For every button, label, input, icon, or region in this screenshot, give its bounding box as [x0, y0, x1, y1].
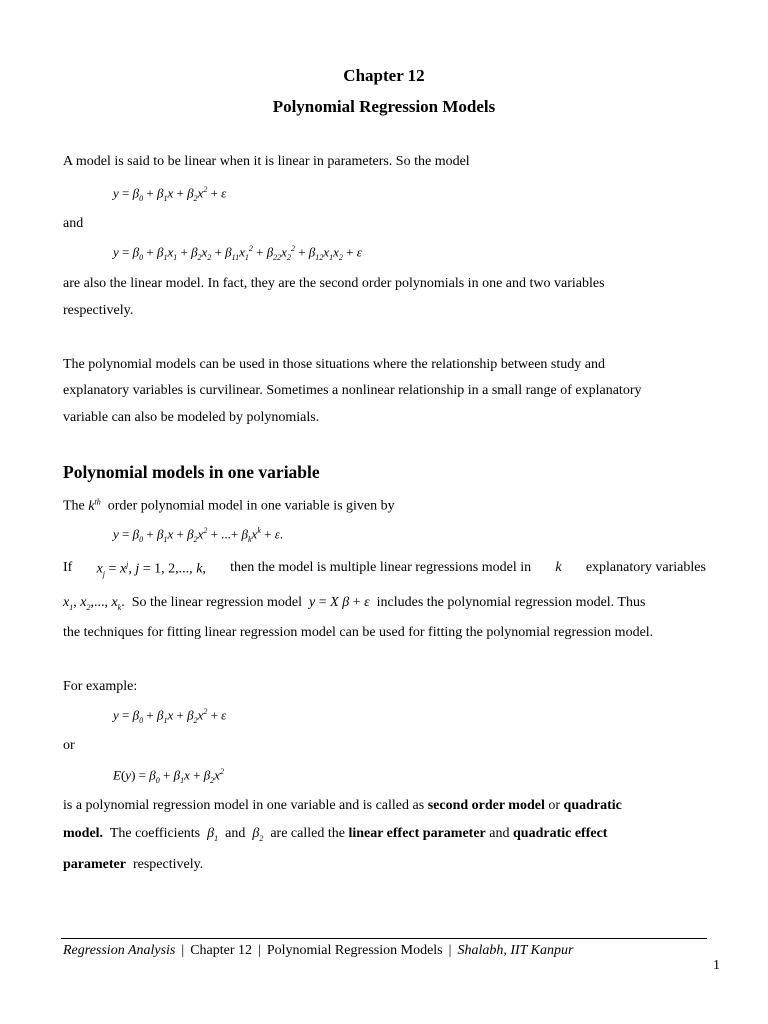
text-fragment: model.	[63, 826, 104, 841]
text-fragment: If	[63, 560, 73, 575]
text-fragment: second order model	[427, 798, 545, 813]
text-fragment: explanatory variables	[585, 560, 706, 575]
page-number: 1	[713, 958, 720, 973]
text-fragment: then the model is multiple linear regressions model in	[230, 560, 532, 575]
text-fragment: quadratic	[563, 798, 622, 813]
equation-quadratic-two-var: $y = \beta_0 + \beta_1x_1 + \beta_2x_2 + \beta_{11}x_1^2 + \beta_{22}x_2^2 + \beta_{12}x_1x_2 + \varepsilon$	[113, 244, 362, 262]
text-fragment: So the linear regression model	[131, 595, 303, 610]
paragraph-respectively	[63, 857, 203, 873]
text-fragment: and	[489, 826, 510, 841]
footer-separator: |	[448, 943, 452, 958]
equation-kth-order: $y = \beta_0 + \beta_1x + \beta_2x^2$ + ...+ $\beta_kx^k + \varepsilon$.	[113, 526, 284, 544]
paragraph-second-order-b: respectively.	[63, 303, 134, 318]
paragraph-linear-model: $x_1$, $x_2$,..., $x_k$. So the linear regression model y = X β + ε includes the polynomial regression model. Thus	[63, 595, 646, 612]
paragraph-for-example: For example:	[63, 679, 138, 694]
text-fragment: are called the	[270, 826, 345, 841]
paragraph-if-xj: If $x_j = x^j$, j = 1, 2,..., k, then the model is multiple linear regressions model in k explanatory variables	[63, 560, 706, 579]
section-heading: Polynomial models in one variable	[63, 462, 320, 482]
page-footer	[63, 943, 573, 959]
text-fragment: and	[225, 826, 246, 841]
footer-book-title: Regression Analysis	[63, 943, 176, 958]
paragraph-curvilinear-b: explanatory variables is curvilinear. Sometimes a nonlinear relationship in a small range of explanatory	[63, 383, 642, 398]
text-fragment: or	[548, 798, 561, 813]
footer-divider	[61, 938, 707, 939]
equation-expectation: $E(y) = \beta_0 + \beta_1x + \beta_2x^2$	[113, 767, 224, 785]
paragraph-curvilinear-c: variable can also be modeled by polynomials.	[63, 410, 320, 425]
paragraph-intro: A model is said to be linear when it is linear in parameters. So the model	[63, 154, 470, 169]
paragraph-kth-order: The $k^{th}$ order polynomial model in one variable is given by	[63, 497, 395, 514]
text-fragment: respectively.	[132, 857, 204, 872]
text-fragment: order polynomial model in one variable is given by	[107, 498, 395, 514]
text-fragment: quadratic effect	[513, 826, 608, 841]
text-fragment: The coefficients	[109, 826, 201, 841]
equation-quadratic-one-var: $y = \beta_0 + \beta_1x + \beta_2x^2 + \varepsilon$	[113, 185, 227, 203]
paragraph-coefficients: model. The coefficients $\beta_1$ and $\beta_2$ are called the linear effect parameter and quadratic effect	[63, 826, 608, 843]
text-fragment: parameter	[63, 857, 126, 872]
text-fragment: The	[63, 498, 85, 514]
chapter-label: Chapter 12	[343, 66, 425, 85]
text-fragment: linear effect parameter	[348, 826, 486, 841]
text-and: and	[63, 216, 84, 231]
paragraph-techniques: the techniques for fitting linear regression model can be used for fitting the polynomial regression model.	[63, 625, 654, 640]
footer-chapter: Chapter 12	[190, 943, 253, 958]
footer-chapter-title: Polynomial Regression Models	[266, 943, 443, 958]
footer-separator: |	[181, 943, 185, 958]
equation-example: $y = \beta_0 + \beta_1x + \beta_2x^2 + \varepsilon$	[113, 707, 227, 725]
text-or: or	[63, 738, 75, 753]
paragraph-second-order-a: are also the linear model. In fact, they are the second order polynomials in one and two variables	[63, 276, 605, 291]
footer-author: Shalabh, IIT Kanpur	[457, 943, 574, 958]
paragraph-curvilinear-a: The polynomial models can be used in those situations where the relationship between study and	[63, 357, 605, 372]
page-title: Polynomial Regression Models	[272, 97, 496, 116]
text-fragment: includes the polynomial regression model. Thus	[376, 595, 646, 610]
paragraph-second-order-model	[63, 798, 622, 814]
text-fragment: is a polynomial regression model in one variable and is called as	[63, 798, 425, 813]
footer-separator: |	[258, 943, 261, 958]
